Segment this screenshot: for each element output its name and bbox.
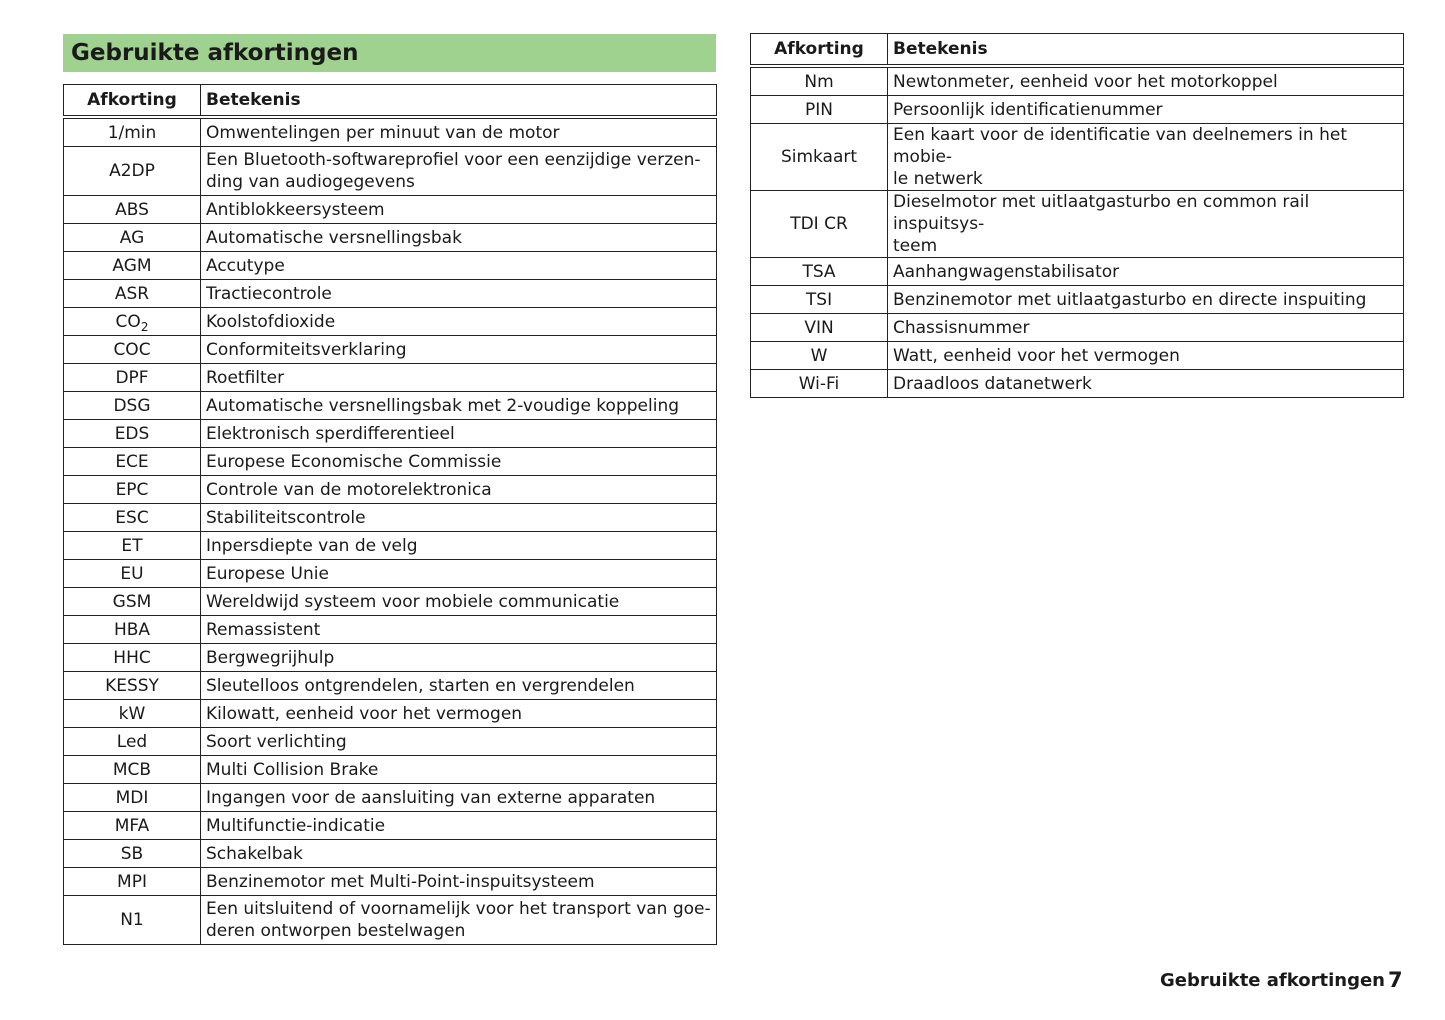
meaning-cell: Draadloos datanetwerk	[888, 370, 1404, 398]
abbreviation-text: Wi-Fi	[798, 373, 840, 394]
abbreviation-cell	[64, 117, 201, 147]
table-row	[64, 840, 717, 868]
abbreviation-cell	[64, 448, 201, 476]
abbreviation-text: ESC	[115, 507, 149, 528]
meaning-cell: Een Bluetooth-softwareprofiel voor een eenzijdige verzen- ding van audiogegevens	[201, 147, 717, 196]
abbreviation-cell	[64, 224, 201, 252]
abbreviation-text: ECE	[115, 451, 149, 472]
table-row	[64, 196, 717, 224]
meaning-cell: Persoonlijk identificatienummer	[888, 96, 1404, 124]
table-row	[751, 258, 1404, 286]
abbreviation-text: TSA	[802, 261, 836, 282]
table-row	[64, 868, 717, 896]
abbreviation-cell	[64, 504, 201, 532]
table-row	[64, 252, 717, 280]
table-row	[64, 336, 717, 364]
meaning-cell: Accutype	[201, 252, 717, 280]
meaning-cell: Remassistent	[201, 616, 717, 644]
abbreviation-cell	[64, 196, 201, 224]
abbreviation-cell	[64, 560, 201, 588]
meaning-cell: Kilowatt, eenheid voor het vermogen	[201, 700, 717, 728]
abbreviation-text: KESSY	[105, 675, 159, 696]
abbreviation-text: TDI CR	[790, 214, 848, 234]
table-row	[64, 476, 717, 504]
table-row	[751, 96, 1404, 124]
abbreviation-cell	[64, 364, 201, 392]
abbreviation-cell	[64, 672, 201, 700]
meaning-cell: Conformiteitsverklaring	[201, 336, 717, 364]
table-row	[64, 504, 717, 532]
abbreviation-cell	[64, 147, 201, 196]
meaning-cell: Bergwegrijhulp	[201, 644, 717, 672]
meaning-cell: Benzinemotor met Multi-Point-inspuitsysteem	[201, 868, 717, 896]
abbreviation-cell	[751, 286, 888, 314]
abbreviation-text: EU	[120, 563, 144, 584]
table-row	[64, 280, 717, 308]
table-row	[64, 672, 717, 700]
section-title: Gebruikte afkortingen	[63, 34, 716, 72]
table-header-row	[751, 34, 1404, 67]
abbreviation-cell	[64, 616, 201, 644]
meaning-cell: Controle van de motorelektronica	[201, 476, 717, 504]
abbreviation-cell	[751, 370, 888, 398]
table-row	[64, 784, 717, 812]
meaning-cell: Aanhangwagenstabilisator	[888, 258, 1404, 286]
abbreviation-text: AG	[119, 227, 145, 248]
abbreviation-cell	[64, 868, 201, 896]
abbreviation-cell	[751, 258, 888, 286]
abbreviation-text: 1/min	[107, 122, 157, 143]
column-header-abbreviation: Afkorting	[751, 34, 888, 67]
abbreviation-text: HBA	[113, 619, 151, 640]
abbreviation-cell	[64, 812, 201, 840]
abbreviation-cell	[64, 308, 201, 336]
table-row	[64, 756, 717, 784]
meaning-cell: Tractiecontrole	[201, 280, 717, 308]
abbreviation-cell	[64, 588, 201, 616]
abbreviation-cell	[64, 644, 201, 672]
abbreviation-text: CO	[115, 311, 141, 332]
meaning-cell: Multi Collision Brake	[201, 756, 717, 784]
abbreviation-text: ET	[121, 535, 143, 556]
table-row	[751, 314, 1404, 342]
table-row	[64, 448, 717, 476]
table-row	[64, 117, 717, 147]
table-row	[751, 66, 1404, 96]
table-row	[64, 420, 717, 448]
table-row	[64, 644, 717, 672]
meaning-cell: Europese Unie	[201, 560, 717, 588]
abbreviation-cell	[64, 280, 201, 308]
abbreviation-text: SB	[120, 843, 144, 864]
meaning-cell: Sleutelloos ontgrendelen, starten en vergrendelen	[201, 672, 717, 700]
abbreviation-cell	[64, 252, 201, 280]
abbreviation-text: Led	[116, 731, 148, 752]
meaning-cell: Schakelbak	[201, 840, 717, 868]
table-row	[64, 812, 717, 840]
abbreviation-text: GSM	[112, 591, 152, 612]
table-row	[751, 124, 1404, 191]
abbreviation-text: EPC	[115, 479, 149, 500]
abbreviation-text: MDI	[115, 787, 149, 808]
page-number: 7	[1388, 968, 1403, 992]
abbreviation-text: W	[810, 345, 828, 366]
table-row	[64, 224, 717, 252]
meaning-cell: Chassisnummer	[888, 314, 1404, 342]
abbreviation-cell	[64, 420, 201, 448]
table-row	[64, 700, 717, 728]
meaning-cell: Automatische versnellingsbak	[201, 224, 717, 252]
table-row	[64, 896, 717, 945]
table-row	[64, 616, 717, 644]
table-row	[751, 342, 1404, 370]
abbreviation-cell	[751, 66, 888, 96]
abbreviation-text: TSI	[805, 289, 833, 310]
abbreviation-text: MPI	[117, 871, 147, 892]
abbreviation-text: Simkaart	[780, 147, 858, 167]
abbreviation-text: Nm	[804, 71, 834, 92]
meaning-cell: Benzinemotor met uitlaatgasturbo en directe inspuiting	[888, 286, 1404, 314]
abbreviation-cell	[64, 840, 201, 868]
meaning-cell: Automatische versnellingsbak met 2-voudige koppeling	[201, 392, 717, 420]
abbreviation-text: HHC	[113, 647, 151, 668]
abbreviation-text: COC	[113, 339, 151, 360]
meaning-cell: Watt, eenheid voor het vermogen	[888, 342, 1404, 370]
abbreviation-text: MCB	[112, 759, 152, 780]
abbreviation-text: AGM	[112, 255, 152, 276]
abbreviations-table-right	[750, 33, 1404, 398]
abbreviation-text: A2DP	[109, 161, 155, 181]
abbreviation-text: N1	[120, 910, 144, 930]
abbreviation-text: DPF	[115, 367, 149, 388]
table-row	[64, 728, 717, 756]
meaning-cell: Stabiliteitscontrole	[201, 504, 717, 532]
table-row	[751, 191, 1404, 258]
table-row	[64, 364, 717, 392]
table-row	[64, 588, 717, 616]
meaning-cell: Wereldwijd systeem voor mobiele communicatie	[201, 588, 717, 616]
abbreviation-text: kW	[118, 703, 146, 724]
abbreviation-cell	[751, 191, 888, 258]
table-row	[64, 532, 717, 560]
abbreviation-cell	[64, 392, 201, 420]
abbreviation-cell	[64, 336, 201, 364]
meaning-cell: Dieselmotor met uitlaatgasturbo en common rail inspuitsys- teem	[888, 191, 1404, 258]
meaning-cell: Soort verlichting	[201, 728, 717, 756]
abbreviation-text: DSG	[113, 395, 151, 416]
abbreviation-cell	[64, 728, 201, 756]
abbreviation-cell	[64, 756, 201, 784]
abbreviation-cell	[64, 476, 201, 504]
meaning-cell: Multifunctie-indicatie	[201, 812, 717, 840]
abbreviation-text: VIN	[804, 317, 834, 338]
table-row	[64, 560, 717, 588]
abbreviation-text: MFA	[114, 815, 150, 836]
abbreviation-subscript: 2	[140, 319, 149, 334]
table-row	[751, 370, 1404, 398]
abbreviation-cell	[64, 532, 201, 560]
table-row	[751, 286, 1404, 314]
meaning-cell: Europese Economische Commissie	[201, 448, 717, 476]
meaning-cell: Newtonmeter, eenheid voor het motorkoppel	[888, 66, 1404, 96]
abbreviation-cell	[751, 96, 888, 124]
abbreviations-table-left	[63, 84, 717, 945]
meaning-cell: Antiblokkeersysteem	[201, 196, 717, 224]
table-row	[64, 147, 717, 196]
meaning-cell: Een kaart voor de identificatie van deelnemers in het mobie- le netwerk	[888, 124, 1404, 191]
meaning-cell: Ingangen voor de aansluiting van externe apparaten	[201, 784, 717, 812]
column-header-meaning: Betekenis	[201, 85, 717, 118]
abbreviation-cell	[64, 700, 201, 728]
abbreviation-cell	[64, 784, 201, 812]
abbreviation-cell	[751, 342, 888, 370]
abbreviation-cell	[64, 896, 201, 945]
footer-section-title: Gebruikte afkortingen	[1160, 970, 1385, 991]
meaning-cell: Omwentelingen per minuut van de motor	[201, 117, 717, 147]
column-header-meaning: Betekenis	[888, 34, 1404, 67]
meaning-cell: Een uitsluitend of voornamelijk voor het transport van goe- deren ontworpen bestelwagen	[201, 896, 717, 945]
meaning-cell: Roetfilter	[201, 364, 717, 392]
meaning-cell: Inpersdiepte van de velg	[201, 532, 717, 560]
table-header-row	[64, 85, 717, 118]
column-header-abbreviation: Afkorting	[64, 85, 201, 118]
abbreviation-cell	[751, 314, 888, 342]
abbreviation-text: PIN	[805, 99, 833, 120]
abbreviation-text: ABS	[115, 199, 149, 220]
meaning-cell: Koolstofdioxide	[201, 308, 717, 336]
abbreviation-cell	[751, 124, 888, 191]
table-row	[64, 308, 717, 336]
table-row	[64, 392, 717, 420]
meaning-cell: Elektronisch sperdifferentieel	[201, 420, 717, 448]
abbreviation-text: EDS	[114, 423, 150, 444]
abbreviation-text: ASR	[114, 283, 150, 304]
